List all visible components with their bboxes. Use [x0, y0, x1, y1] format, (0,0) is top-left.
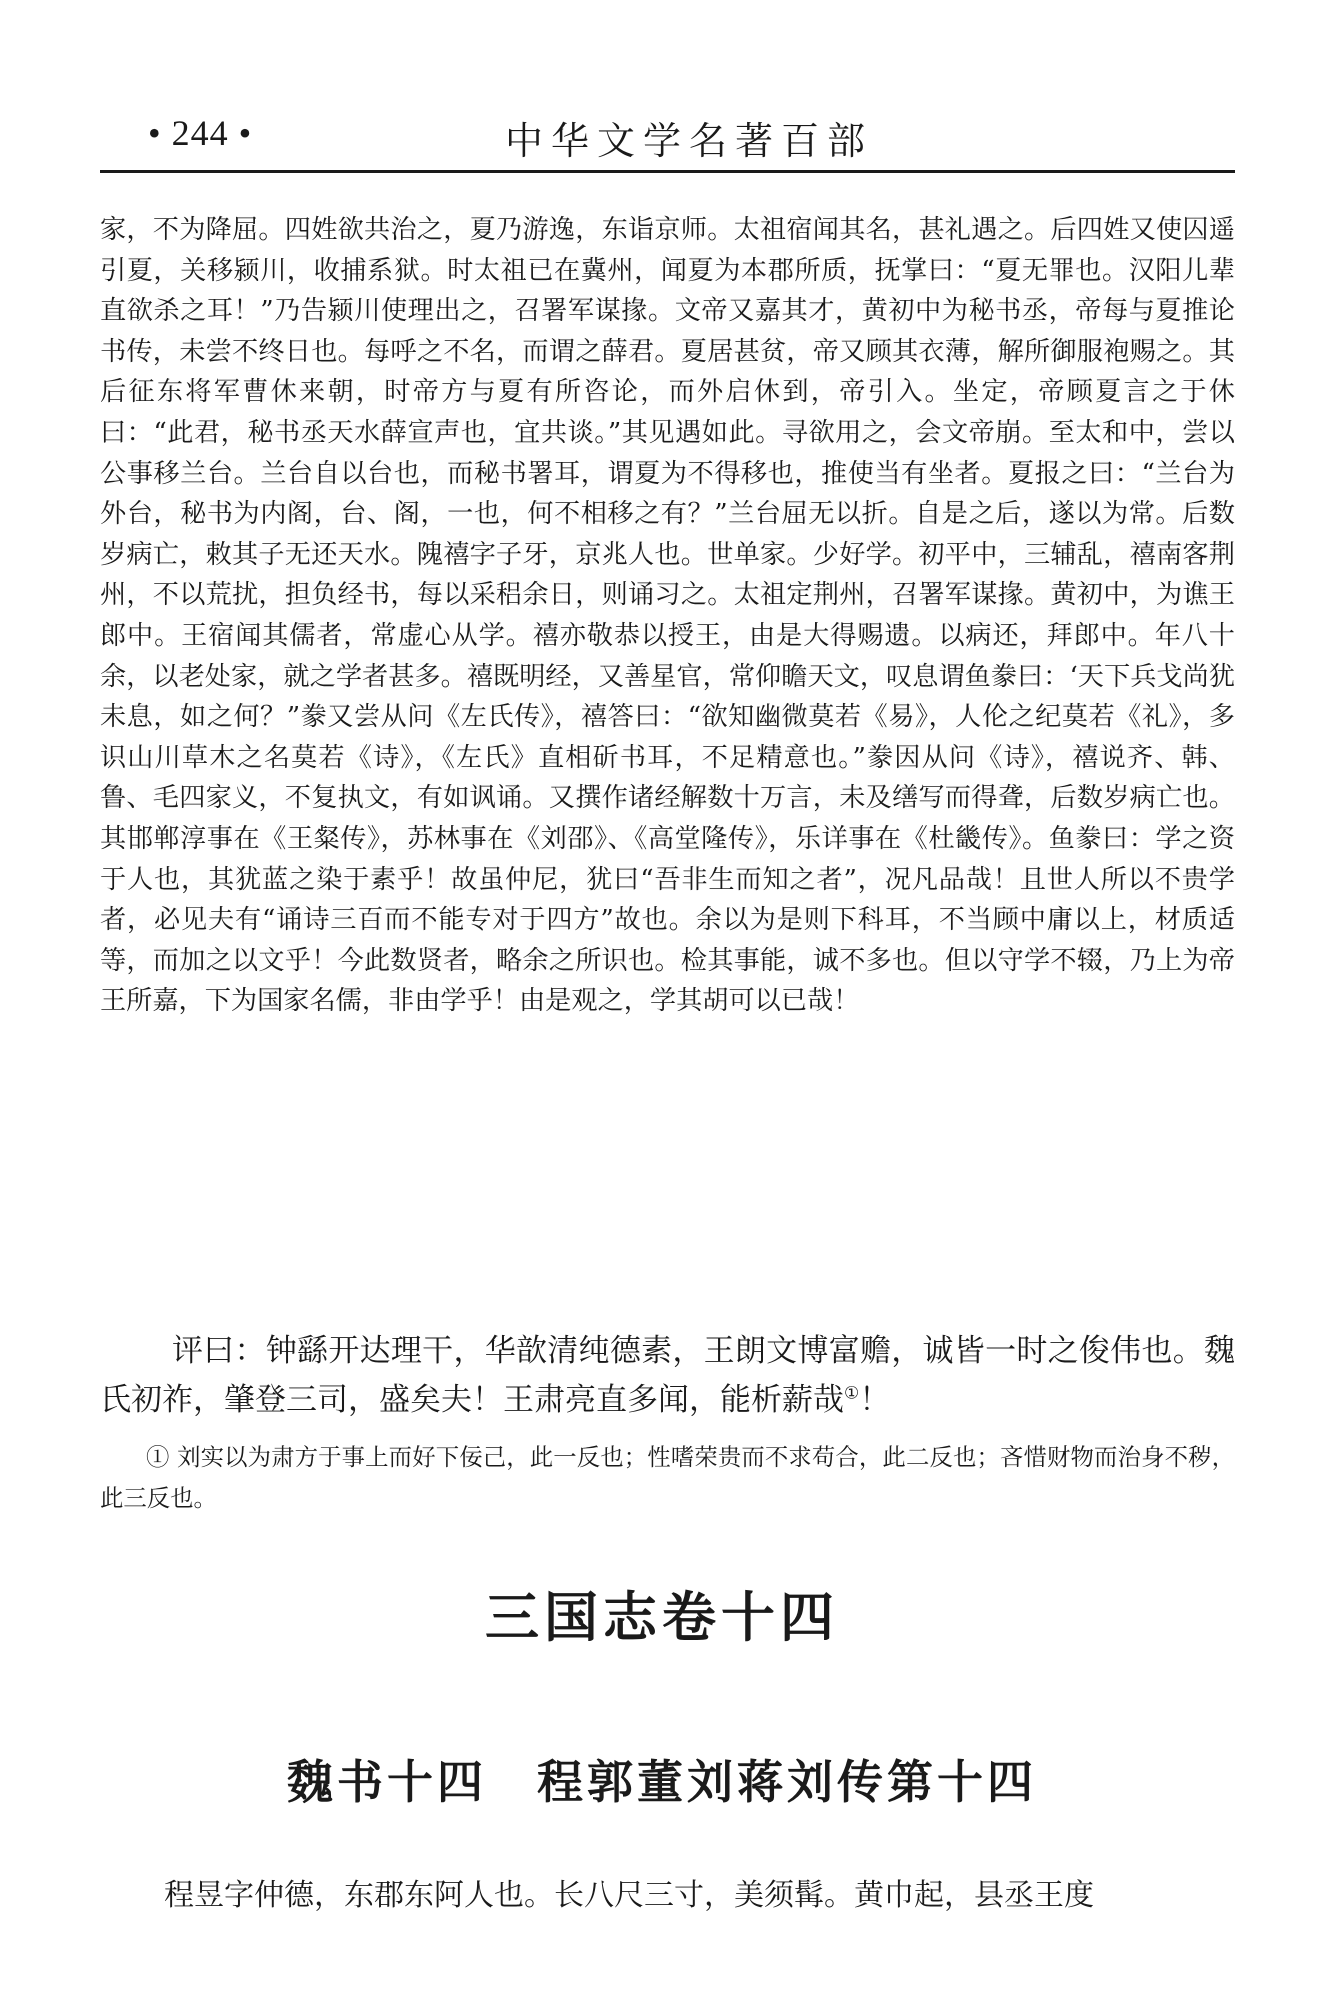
footnote-marker: ①: [844, 1383, 860, 1404]
footnote: ① 刘实以为肃方于事上而好下佞己，此一反也；性嗜荣贵而不求苟合，此二反也；吝惜财物而治身不秽，此三反也。: [100, 1443, 1235, 1512]
commentary-end: ！: [859, 1382, 891, 1418]
header-rule: [100, 170, 1235, 173]
chapter-opening-text: 程昱字仲德，东郡东阿人也。长八尺三寸，美须髯。黄巾起，县丞王度: [164, 1878, 1094, 1913]
running-title: 中华文学名著百部: [505, 119, 874, 163]
commentary-text: 评曰：钟繇开达理干，华歆清纯德素，王朗文博富赡，诚皆一时之俊伟也。魏氏初祚，肇登三司，盛矣夫！王肃亮直多闻，能析薪哉: [100, 1333, 1235, 1418]
volume-title: 三国志卷十四: [485, 1586, 839, 1649]
chapter-title: 魏书十四 程郭董刘蒋刘传第十四: [287, 1755, 1037, 1809]
commentary-paragraph: [100, 1327, 1235, 1425]
page-header: [100, 108, 1235, 170]
page-number: • 244 •: [148, 113, 253, 153]
body-paragraph: 家，不为降屈。四姓欲共治之，夏乃游逸，东诣京师。太祖宿闻其名，甚礼遇之。后四姓又使囚遥引夏，关移颍川，收捕系狱。时太祖已在冀州，闻夏为本郡所质，抚掌曰：“夏无罪也。汉阳儿辈直欲杀之耳！”乃告颍川使理出之，召署军谋掾。文帝又嘉其才，黄初中为秘书丞，帝每与夏推论书传，未尝不终日也。每呼之不名，而谓之薛君。夏居甚贫，帝又顾其衣薄，解所御服袍赐之。其后征东将军曹休来朝，时帝方与夏有所咨论，而外启休到，帝引入。坐定，帝顾夏言之于休曰：“此君，秘书丞天水薛宣声也，宜共谈。”其见遇如此。寻欲用之，会文帝崩。至太和中，尝以公事移兰台。兰台自以台也，而秘书署耳，谓夏为不得移也，推使当有坐者。夏报之曰：“兰台为外台，秘书为内阁，台、阁，一也，何不相移之有？”兰台屈无以折。自是之后，遂以为常。后数岁病亡，敕其子无还天水。隗禧字子牙，京兆人也。世单家。少好学。初平中，三辅乱，禧南客荆州，不以荒扰，担负经书，每以采稆余日，则诵习之。太祖定荆州，召署军谋掾。黄初中，为谯王郎中。王宿闻其儒者，常虚心从学。禧亦敬恭以授王，由是大得赐遗。以病还，拜郎中。年八十余，以老处家，就之学者甚多。禧既明经，又善星官，常仰瞻天文，叹息谓鱼豢曰：‘天下兵戈尚犹未息，如之何？”豢又尝从问《左氏传》，禧答曰：“欲知幽微莫若《易》，人伦之纪莫若《礼》，多识山川草木之名莫若《诗》，《左氏》直相斫书耳，不足精意也。”豢因从问《诗》，禧说齐、韩、鲁、毛四家义，不复执文，有如讽诵。又撰作诸经解数十万言，未及缮写而得聋，后数岁病亡也。其邯郸淳事在《王粲传》，苏林事在《刘邵》、《高堂隆传》，乐详事在《杜畿传》。鱼豢曰：学之资于人也，其犹蓝之染于素乎！故虽仲尼，犹曰“吾非生而知之者”，况凡品哉！且世人所以不贵学者，必见夫有“诵诗三百而不能专对于四方”故也。余以为是则下科耳，不当顾中庸以上，材质适等，而加之以文乎！今此数贤者，略余之所识也。检其事能，诚不多也。但以守学不辍，乃上为帝王所嘉，下为国家名儒，非由学乎！由是观之，学其胡可以已哉！: [100, 215, 1235, 1017]
